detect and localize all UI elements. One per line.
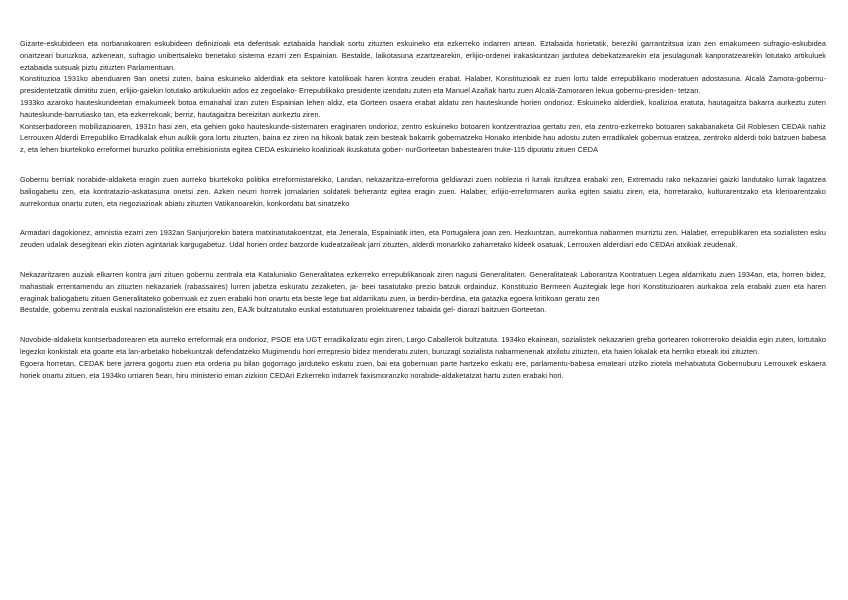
text-line: Nekazaritzaren auziak elkarren kontra jarri zituen gobernu zentrala eta Kataluniako Generalitatea ezkerreko errepublikanoak ziren nagusi Generalitaten. Generalitateak Laborantza Kontratuen Legea aldarrikatu zuen 1934an, eta, horren bidez, mahastiak errentamendu an zituzten nekazariek (rabassaires) lurren jabetza eskuratu zezaketen, ja- beei tasatutako prezio batzuk ordainduz. Konstituzio Bermeen Auzitegiak lege hori Konstituzioaren aurkakoa zela erabaki zuen eta haren eraginak baliogabetu zituen Generalitateko gobernuak ez zuen erabaki hori onartu eta beste lege bat aldarrikatu zuen, ia berdin-berdina, eta gatazka egoera kritikoan geratu zen xyxy=(20,269,826,303)
paragraph-1 xyxy=(20,38,826,156)
text-line: 1933ko azaroko hauteskundeetan emakumeek botoa emanahal izan zuten Espainian lehen aldiz, eta Gorteen osaera erabat aldatu zen hauteskunde horien ondorioz. Eskuineko alderdiek, koalizioa eratuta, hautagaitza bakarra aurkeztu zuten hauteskunde-barrutiasko tan, eta ezkerrekoak, berriz, hautagaitza bereizitan aurkeztu ziren. xyxy=(20,97,826,119)
text-line: Armadari dagokionez, amnistia ezarri zen 1932an Sanjurjorekin batera matxinatutakoentzat, eta Jenerala, Espainiatik irten, eta Portugalera joan zen. Hezkuntzan, aurrekontua nabarmen murriztu zen. Halaber, errepublikaren eta sozialisten esku zeuden udalak desegiteari ekin zioten agintariak kargugabetuz. Udal horien ordez batzorde kudeatzaileak jarri zituzten, alderdi monarkiko zaharretako kideek osatuak, Lerrouxen alderdiari edo CEDAri atxikiak zeudenak. xyxy=(20,228,826,250)
paragraph-2 xyxy=(20,174,826,209)
text-line: Konstituzioa 1931ko abenduaren 9an onetsi zuten, baina eskuineko alderdiak eta sektore katolikoak haren kontra zeuden erabat. Halaber, Konstituzioak ez zuen lortu talde errepublikano moderatuen adostasuna. Alcalá Zamora-gobernu-presidentetzatik dimititu zuen, erlijio-gaiekin lotutako artikuluekin ados ez zegoelako- Errepublikako presidente izendatu zuten eta Manuel Azañak hartu zuen Alcalá-Zamoraren lekua gobernu-presiden- tetzan. xyxy=(20,74,826,96)
text-line: Gizarte-eskubideen eta norbanakoaren eskubideen definizioak eta defentsak eztabaida handiak sortu zituzten eskuineko eta ezkerreko indarren artean. Eztabaida horietatik, bereziki garrantzitsua izan zen emakumeen sufragio-eskubidea onartzeari buruzkoa, azkenean, sufragio unibertsaleko benetako sistema ezarri zen Espainian. Bestalde, laikotasuna ezartzearekin, erlijio-ordenei irakaskuntzan jarduteа debekatzearekin eta jesulagunak kanporatzearekin lotutako artikuluek eztabaida sutsuak piztu zituzten Parlamentuan. xyxy=(20,39,826,72)
paragraph-4 xyxy=(20,269,826,316)
text-line: Bestalde, gobernu zentrala euskal nazionalistekin ere etsaitu zen, EAJk bultzatutako euskal estatutuaren proiektuarenez tabaida gel- diarazi baitzuen Gorteetan. xyxy=(20,305,547,315)
paragraph-5 xyxy=(20,334,826,381)
text-line: Kontserbadoreen mobilizazioaren, 1931n hasi zen, eta gehien goko hauteskunde-sistemaren eraginaren ondorioz, zentro eskuineko botoaren kontzentrazioa gertatu zen, eta zentro-ezkerreko botoaren sakabanaketa Gil Roblesen CEDAk nahiz Lerrouxen Alderdi Errepubliko Erradikalak ehun aulkik gora lortu zituzten, baina ez ziren na hikoak batak zein besteak bakarrik gobernatzeko Honako irtenbide hau adostu zuten erradikalek gobernua eratzea, zentroko alderdi txiki batzuen babesa z, eta lehen biurtekoko erreformei buruzko politika errebisionista egitea CEDA eskuineko koalizioak ikuskatuta gober- nurGorteetan babestearen truke-115 diputatu zituen CEDA xyxy=(20,121,826,155)
text-line: Novobide-aldaketa kontserbadorearen eta aurreko erreformak era ondorioz, PSOE eta UGT erradikalizatu egin ziren, Largo Caballerok bultzatuta. 1934ko ekainean, sozialistek nekazarien greba gortearen rokorreroko deialdia egin zuten, lortutako legezko konkistak eta goarte eta lan-arbetako hobekuntzak defendatzeko Mugimendu hori errepresio bidez menderatu zuten, buruzagi sozialista nabarmenenak atxilotu zituzten, eta haien lokalak eta herriko etxeak itxi zituzten. xyxy=(20,335,826,356)
text-line: Egoera horretan, CEDAK bere jarrera gogortu zuen eta ordena pu bilan gogorrago jarduteko eskatu zuen, bai eta gobernuan parte hartzeko eskatu ere, parlamentu-babesa emateari utziko ziotela mehatxatuta Gobernuburu Lerrouxek eskaera horiek onartu zituen, eta 1934ko urriaren 5ean, hiru ministerio eman zizkion CEDAri Ezkerreko indarrek faxismoranzko norabide-aldaketatzat hartu zuten erabaki hori. xyxy=(20,358,826,380)
text-line: Gobernu berriak norabide-aldaketa eragin zuen aurreko biurtekoko politika erreformistarekiko, Landan, nekazaritza-erreforma geldiarazi zuen noblezia ri lurrak itzultzea erabaki zen, Extremadu rako nekazariei gaizki landutako lurrak lagatzea baliogabetu zen, eta kontratazio-askatasuna onetsi zen. Azken neurri horrek jornalarien soldatek beherantz egitea eragin zuen. Halaber, erlijio-erreformaren aurka egiten saiatu ziren, eta, horretarako, kulturarentzako eta klerioarentzako aurrekontua onartu zuten, eta negoziazioak abiatu zituzten Vatikanoarekin, konkordatu bat sinatzeko xyxy=(20,174,826,208)
document-page xyxy=(20,38,826,399)
paragraph-3 xyxy=(20,227,826,251)
